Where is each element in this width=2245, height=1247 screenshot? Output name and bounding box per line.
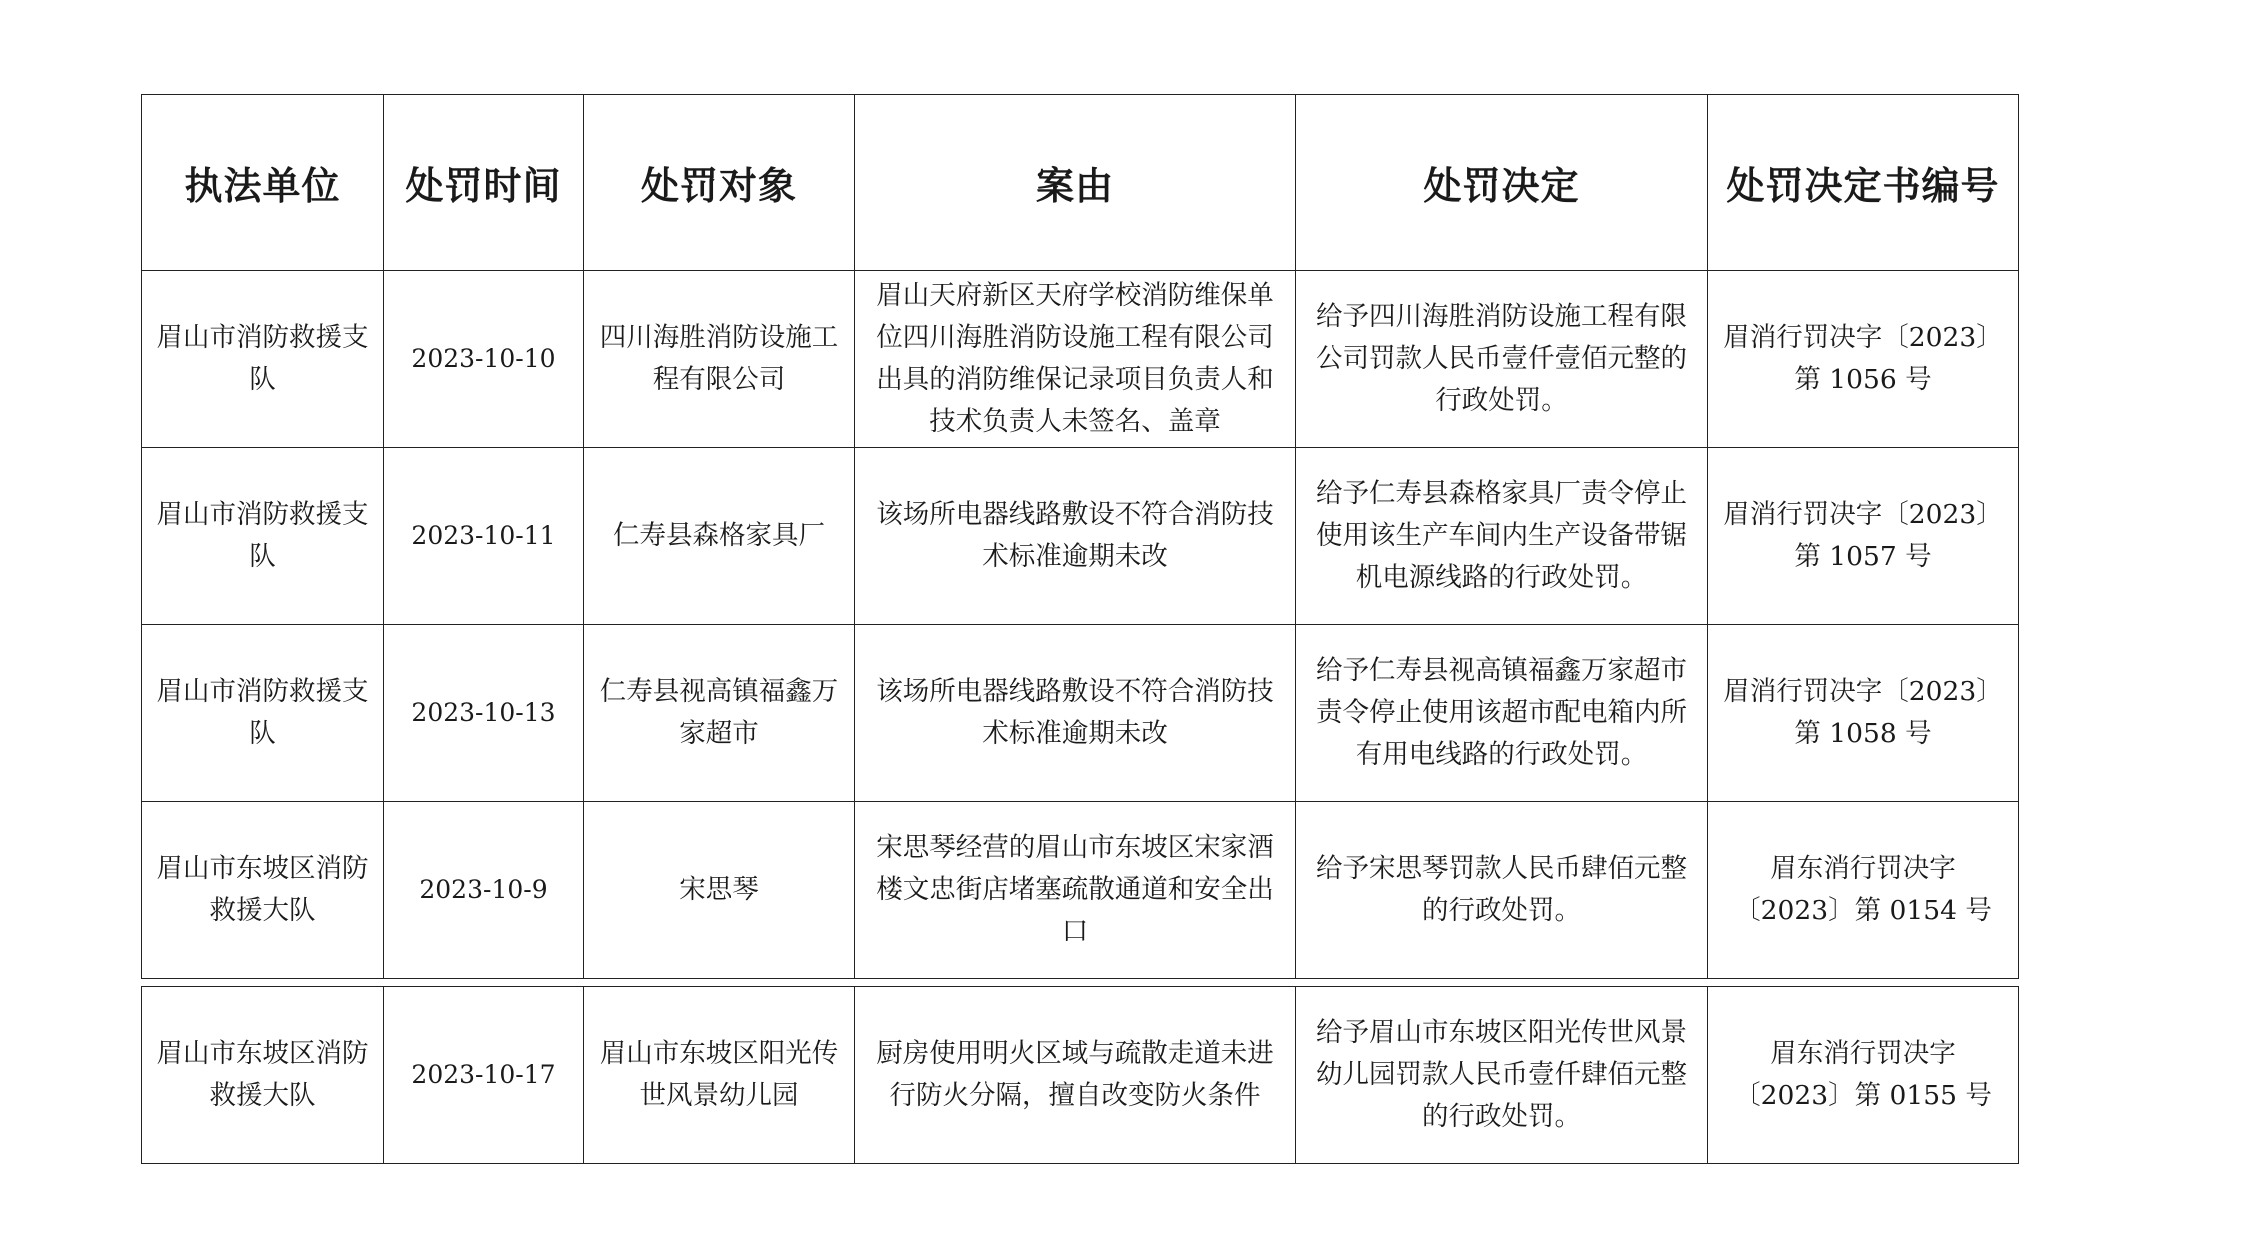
cell-unit: 眉山市东坡区消防救援大队 <box>142 802 384 979</box>
cell-target: 仁寿县森格家具厂 <box>584 448 855 625</box>
cell-doc-no: 眉东消行罚决字〔2023〕第 0154 号 <box>1708 802 2019 979</box>
table-row <box>142 987 2019 1164</box>
header-decision: 处罚决定 <box>1296 95 1708 271</box>
header-row <box>142 95 2019 271</box>
cell-time: 2023-10-9 <box>384 802 584 979</box>
cell-doc-no: 眉消行罚决字〔2023〕第 1056 号 <box>1708 271 2019 448</box>
cell-cause: 宋思琴经营的眉山市东坡区宋家酒楼文忠街店堵塞疏散通道和安全出口 <box>855 802 1296 979</box>
penalty-table-container <box>141 94 2018 1164</box>
cell-unit: 眉山市消防救援支队 <box>142 625 384 802</box>
cell-cause: 该场所电器线路敷设不符合消防技术标准逾期未改 <box>855 448 1296 625</box>
cell-decision: 给予仁寿县森格家具厂责令停止使用该生产车间内生产设备带锯机电源线路的行政处罚。 <box>1296 448 1708 625</box>
cell-doc-no: 眉消行罚决字〔2023〕第 1057 号 <box>1708 448 2019 625</box>
header-target: 处罚对象 <box>584 95 855 271</box>
table-gap <box>142 979 2019 987</box>
cell-decision: 给予仁寿县视高镇福鑫万家超市责令停止使用该超市配电箱内所有用电线路的行政处罚。 <box>1296 625 1708 802</box>
cell-doc-no: 眉东消行罚决字〔2023〕第 0155 号 <box>1708 987 2019 1164</box>
cell-decision: 给予四川海胜消防设施工程有限公司罚款人民币壹仟壹佰元整的行政处罚。 <box>1296 271 1708 448</box>
cell-cause: 厨房使用明火区域与疏散走道未进行防火分隔，擅自改变防火条件 <box>855 987 1296 1164</box>
penalty-table <box>141 94 2019 1164</box>
header-cause: 案由 <box>855 95 1296 271</box>
cell-time: 2023-10-11 <box>384 448 584 625</box>
cell-time: 2023-10-17 <box>384 987 584 1164</box>
cell-target: 宋思琴 <box>584 802 855 979</box>
cell-doc-no: 眉消行罚决字〔2023〕第 1058 号 <box>1708 625 2019 802</box>
cell-time: 2023-10-10 <box>384 271 584 448</box>
cell-target: 四川海胜消防设施工程有限公司 <box>584 271 855 448</box>
cell-unit: 眉山市消防救援支队 <box>142 448 384 625</box>
table-row <box>142 448 2019 625</box>
cell-cause: 该场所电器线路敷设不符合消防技术标准逾期未改 <box>855 625 1296 802</box>
cell-unit: 眉山市消防救援支队 <box>142 271 384 448</box>
table-row <box>142 625 2019 802</box>
cell-time: 2023-10-13 <box>384 625 584 802</box>
cell-decision: 给予眉山市东坡区阳光传世风景幼儿园罚款人民币壹仟肆佰元整的行政处罚。 <box>1296 987 1708 1164</box>
header-unit: 执法单位 <box>142 95 384 271</box>
cell-unit: 眉山市东坡区消防救援大队 <box>142 987 384 1164</box>
header-doc-no: 处罚决定书编号 <box>1708 95 2019 271</box>
header-time: 处罚时间 <box>384 95 584 271</box>
table-row <box>142 802 2019 979</box>
table-row <box>142 271 2019 448</box>
cell-cause: 眉山天府新区天府学校消防维保单位四川海胜消防设施工程有限公司出具的消防维保记录项目负责人和技术负责人未签名、盖章 <box>855 271 1296 448</box>
cell-target: 眉山市东坡区阳光传世风景幼儿园 <box>584 987 855 1164</box>
cell-decision: 给予宋思琴罚款人民币肆佰元整的行政处罚。 <box>1296 802 1708 979</box>
table-gap-cell <box>142 979 2019 987</box>
cell-target: 仁寿县视高镇福鑫万家超市 <box>584 625 855 802</box>
